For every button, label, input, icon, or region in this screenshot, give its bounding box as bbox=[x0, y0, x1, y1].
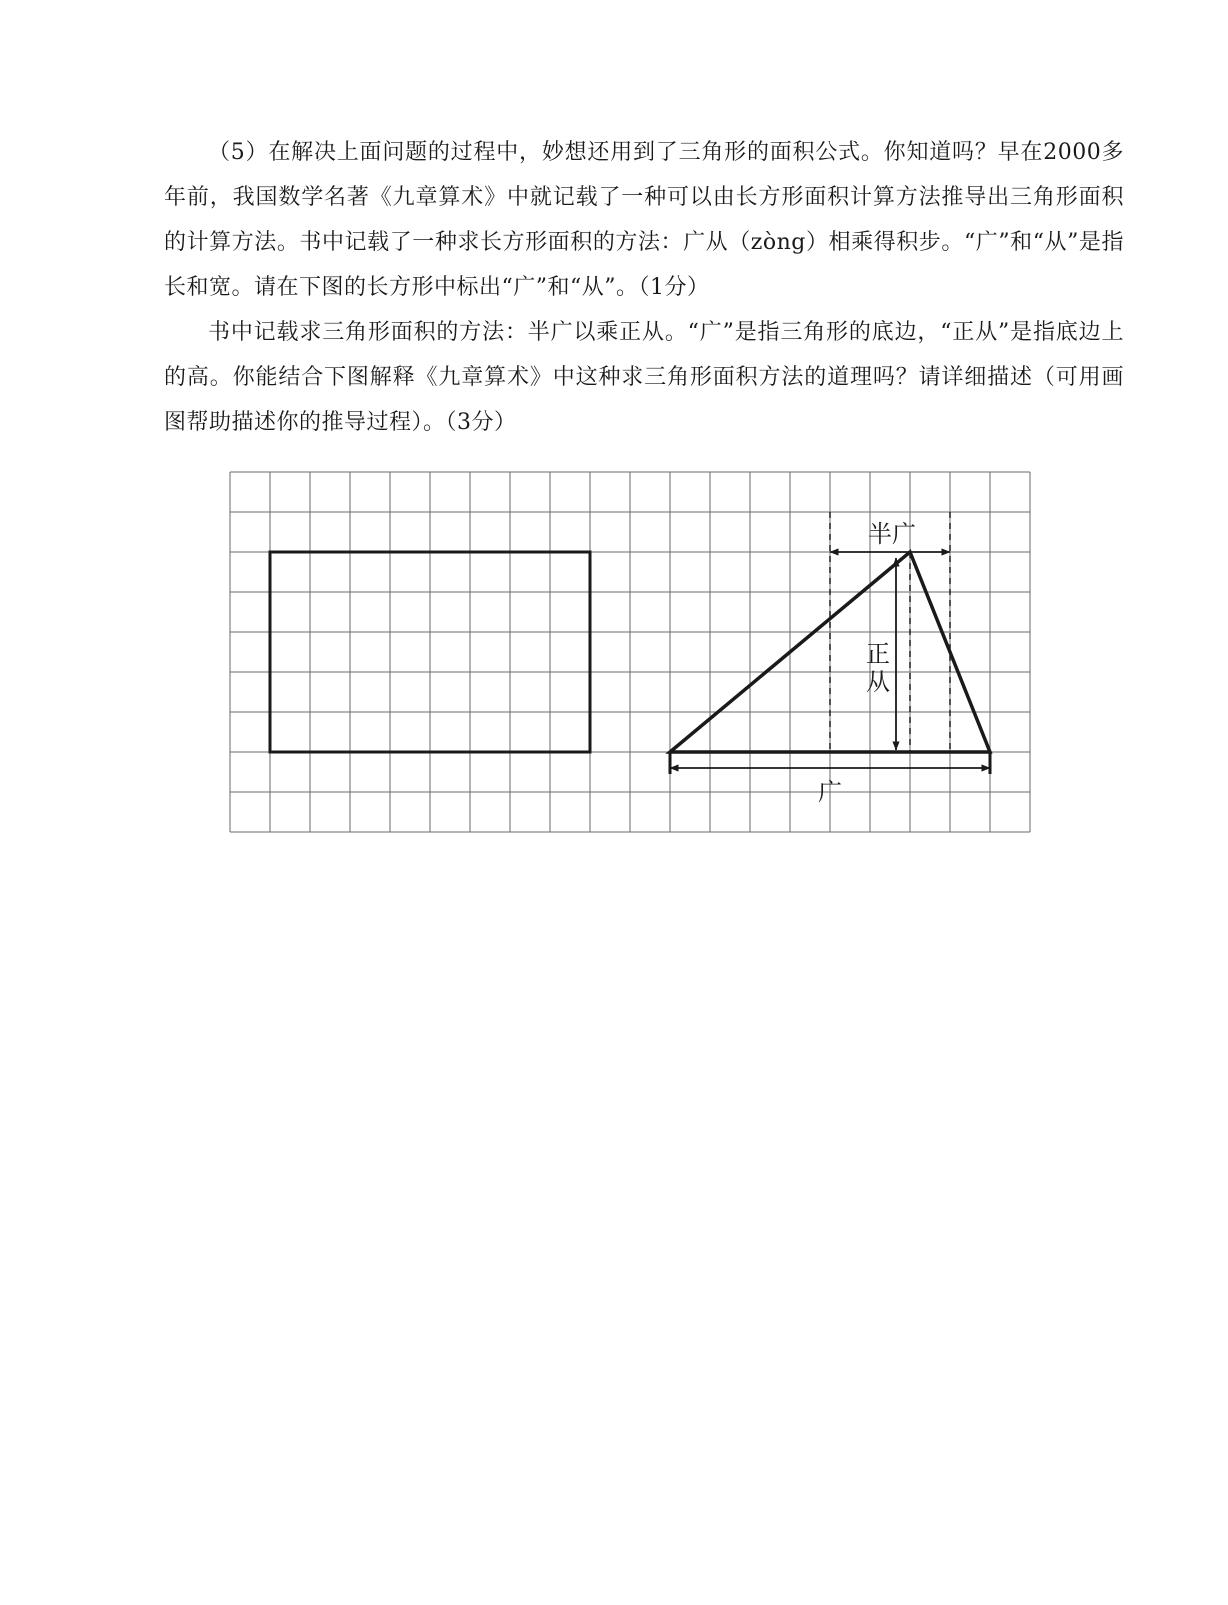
height-label-bottom: 从 bbox=[866, 668, 890, 696]
base-label: 广 bbox=[818, 778, 842, 806]
height-label-top: 正 bbox=[866, 640, 890, 668]
problem-paragraph-2: 书中记载求三角形面积的方法：半广以乘正从。“广”是指三角形的底边，“正从”是指底边上的高。你能结合下图解释《九章算术》中这种求三角形面积方法的道理吗？请详细描述（可用画图帮助描述你的推导过程）。（3分） bbox=[164, 320, 1124, 435]
problem-paragraph-1: （5）在解决上面问题的过程中，妙想还用到了三角形的面积公式。你知道吗？早在2000多年前，我国数学名著《九章算术》中就记载了一种可以由长方形面积计算方法推导出三角形面积的计算方法。书中记载了一种求长方形面积的方法：广从（zòng）相乘得积步。“广”和“从”是指长和宽。请在下图的长方形中标出“广”和“从”。（1分） bbox=[164, 140, 1124, 300]
half-base-label: 半广 bbox=[868, 520, 916, 548]
